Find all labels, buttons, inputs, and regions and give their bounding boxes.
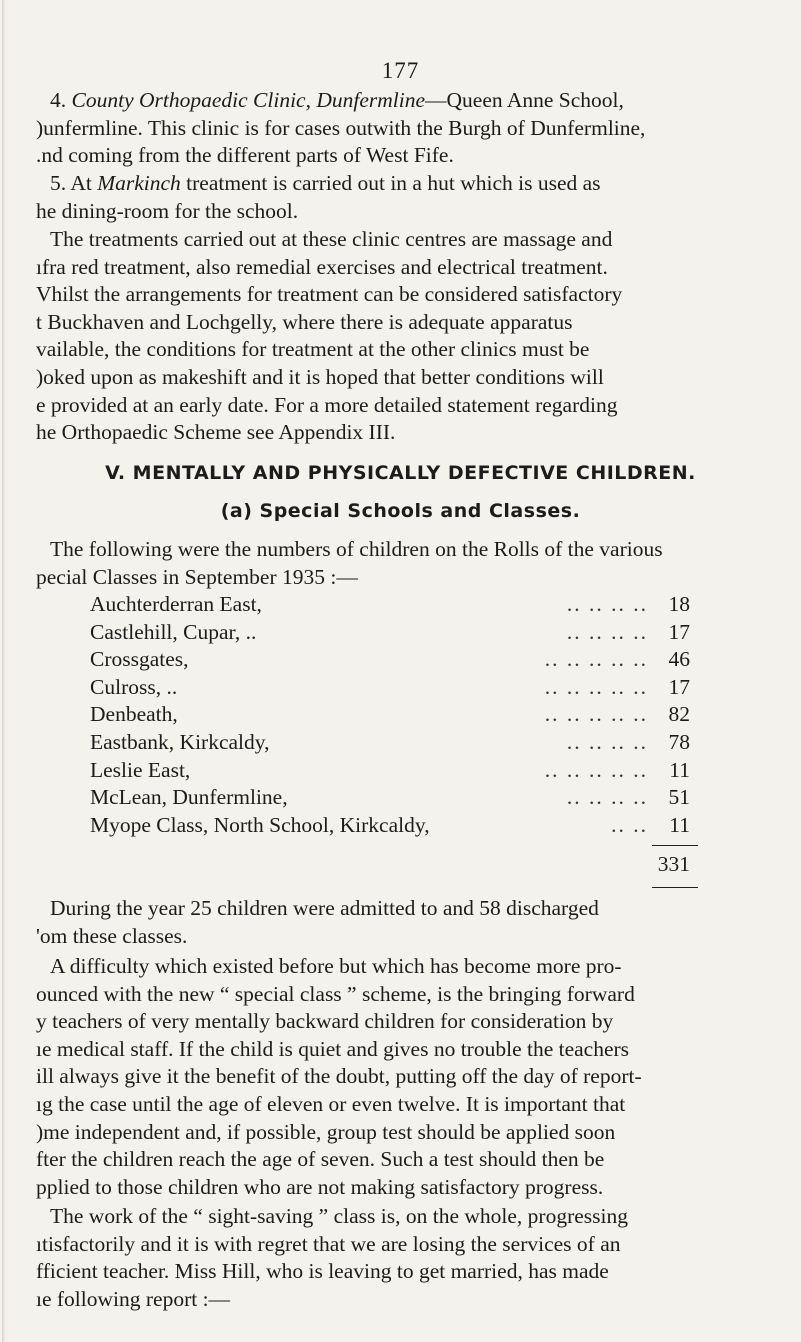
section-heading: V. MENTALLY AND PHYSICALLY DEFECTIVE CHILDREN. [105,462,696,484]
text-line: )me independent and, if possible, group test should be applied soon [36,1119,616,1144]
admissions-paragraph-text [36,895,738,950]
text-line: During the year 25 children were admitted to and 58 discharged [50,896,599,920]
page-edge-shadow [2,0,5,1342]
list-item [90,812,690,840]
text-line: ıe medical staff. If the child is quiet and gives no trouble the teachers [36,1036,630,1061]
list-item [90,591,690,619]
treatments-paragraph-text [36,226,738,447]
leader-dots: .. .. .. .. [566,729,648,754]
text-line: ıfra red treatment, also remedial exercises and electrical treatment. [36,254,608,279]
text-line: ıg the case until the age of eleven or even twelve. It is important that [36,1091,626,1116]
class-name: Castlehill, Cupar, .. [90,619,257,644]
text-line: he dining-room for the school. [36,198,299,223]
class-name: Myope Class, North School, Kirkcaldy, [90,812,430,837]
class-name: Leslie East, [90,757,191,782]
list-item [90,674,690,702]
text-line: ıe following report :— [36,1286,231,1311]
subsection-heading: (a) Special Schools and Classes. [220,500,581,522]
text-line: vailable, the conditions for treatment at the other clinics must be [36,337,590,362]
run: treatment is carried out in a hut which is used as [180,171,601,195]
class-name: Crossgates, [90,647,189,672]
run: —Queen Anne School, [425,88,624,112]
run: 5. At [50,171,98,195]
list-item [90,784,690,812]
text-line: The treatments carried out at these clinic centres are massage and [50,227,613,251]
text-line: )unfermline. This clinic is for cases outwith the Burgh of Dunfermline, [36,115,646,140]
text-line [36,87,738,115]
pupil-count: 18 [668,592,690,616]
total-rule-bottom [652,887,698,888]
text-line: The following were the numbers of children on the Rolls of the various [50,537,663,561]
text-line: pplied to those children who are not making satisfactory progress. [36,1174,604,1199]
class-name: Denbeath, [90,702,178,727]
leader-dots: .. .. .. .. .. [544,757,648,782]
text-line: e provided at an early date. For a more detailed statement regarding [36,392,618,417]
leader-dots: .. .. .. .. [566,592,648,616]
list-item [90,729,690,757]
text-line: pecial Classes in September 1935 :— [36,564,358,589]
text-line: t Buckhaven and Lochgelly, where there is adequate apparatus [36,309,573,334]
text-line [36,170,738,198]
text-line: fficient teacher. Miss Hill, who is leaving to get married, has made [36,1259,609,1284]
intro-paragraph [36,536,738,591]
text-line: .nd coming from the different parts of West Fife. [36,143,454,168]
text-line: )oked upon as makeshift and it is hoped that better conditions will [36,364,604,389]
class-name: Eastbank, Kirkcaldy, [90,729,270,754]
leader-dots: .. .. .. .. .. [544,702,648,727]
treatments-paragraph [36,226,738,447]
text-line: 'om these classes. [36,923,188,948]
leader-dots: .. .. .. .. .. [544,647,648,672]
pupil-count: 11 [669,757,690,782]
leader-dots: .. .. .. .. [566,619,648,644]
clinic-title: County Orthopaedic Clinic, Dunfermline [71,88,426,112]
pupil-count: 78 [668,729,690,754]
text-line: y teachers of very mentally backward children for consideration by [36,1009,614,1034]
list-item [90,701,690,729]
leader-dots: .. .. .. .. .. [544,674,648,699]
text-line: The work of the “ sight-saving ” class is, on the whole, progressing [50,1204,628,1228]
page-number: 177 [381,58,420,83]
admissions-paragraph [36,895,738,950]
class-name: McLean, Dunfermline, [90,785,288,810]
text-line: A difficulty which existed before but which has become more pro- [50,954,622,978]
text-line: Vhilst the arrangements for treatment can be considered satisfactory [36,282,623,307]
text-line: he Orthopaedic Scheme see Appendix III. [36,420,396,445]
class-name: Auchterderran East, [90,592,262,616]
text-line: ounced with the new “ special class ” scheme, is the bringing forward [36,981,635,1006]
sight-saving-paragraph-text [36,1203,738,1313]
sight-saving-paragraph [36,1203,738,1313]
text-line: ıtisfactorily and it is with regret that we are losing the services of an [36,1231,621,1256]
list-item [90,757,690,785]
difficulty-paragraph-text [36,953,738,1201]
markinch-paragraph-text [36,170,738,225]
rolls-list [90,591,690,839]
total-rule-top [652,845,698,846]
leader-dots: .. .. .. .. [566,785,648,810]
class-name: Culross, .. [90,674,178,699]
pupil-count: 17 [668,619,690,644]
pupil-count: 82 [668,702,690,727]
pupil-count: 11 [669,812,690,837]
rolls-total: 331 [657,852,690,876]
list-item [90,646,690,674]
leader-dots: .. .. [611,812,648,837]
clinic-paragraph-text [36,87,738,170]
clinic-paragraph [36,87,738,170]
markinch-paragraph [36,170,738,225]
difficulty-paragraph [36,953,738,1201]
place-name: Markinch [97,171,181,195]
pupil-count: 51 [668,785,690,810]
text-line: fter the children reach the age of seven. Such a test should then be [36,1147,605,1172]
intro-paragraph-text [36,536,738,591]
text-line: ill always give it the benefit of the doubt, putting off the day of report- [36,1064,642,1089]
list-item [90,619,690,647]
pupil-count: 17 [668,674,690,699]
pupil-count: 46 [668,647,690,672]
run: 4. [50,88,72,112]
